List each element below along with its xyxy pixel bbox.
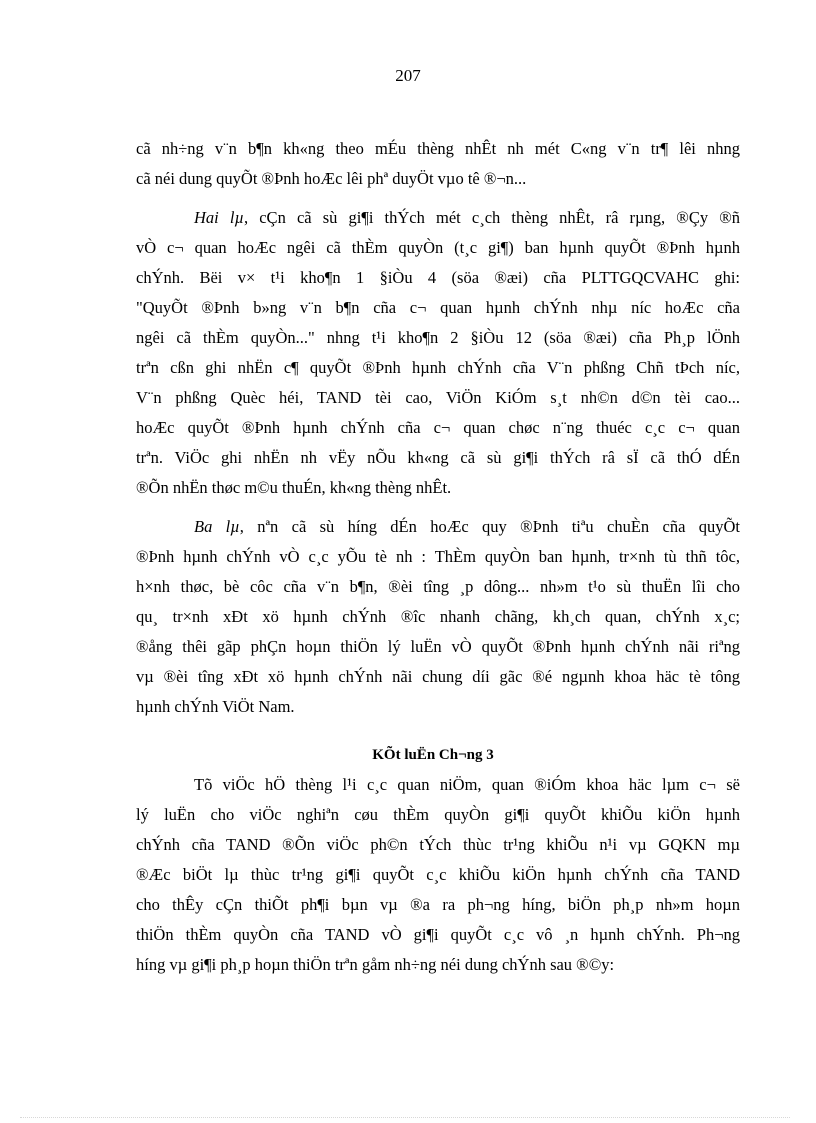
text-line: qu¸ tr×nh xÐt xö hµnh chÝnh ®îc nhanh chãng, kh¸ch quan, chÝnh x¸c; [136,607,740,626]
text-line: chÝnh cña TAND ®Õn viÖc ph©n tÝch thùc tr¹ng khiÕu n¹i vµ GQKN mµ [136,835,740,854]
text-line: lý luËn cho viÖc nghiªn cøu thÈm quyÒn gi¶i quyÕt khiÕu kiÖn hµnh [136,805,740,824]
text-line: hµnh chÝnh ViÖt Nam. [136,697,295,716]
text-line: chÝnh. Bëi v× t¹i kho¶n 1 §iÒu 4 (söa ®æi) cña PLTTGQCVAHC ghi: [136,268,740,287]
page-bottom-divider [20,1117,790,1118]
text-line: "QuyÕt ®Þnh b»ng v¨n b¶n cña c¬ quan hµnh chÝnh nhµ níc hoÆc cña [136,298,740,317]
page-number: 207 [395,66,421,85]
paragraph-continuation [136,134,740,194]
text-line: V¨n phßng Quèc héi, TAND tèi cao, ViÖn KiÓm s¸t nh©n d©n tèi cao... [136,388,740,407]
text-line: thiÖn thÈm quyÒn cña TAND vÒ gi¶i quyÕt c¸c vô ¸n hµnh chÝnh. Ph¬ng [136,925,740,944]
text-line: vÒ c¬ quan hoÆc ngêi cã thÈm quyÒn (t¸c gi¶) ban hµnh quyÕt ®Þnh hµnh [136,238,740,257]
paragraph-hai-la [136,203,740,503]
body-text [136,134,740,980]
text-line: vµ ®èi tîng xÐt xö hµnh chÝnh nãi chung díi gãc ®é ngµnh khoa häc tè tông [136,667,740,686]
section-heading: KÕt luËn Ch¬ng 3 [372,747,494,763]
text-line: h×nh thøc, bè côc cña v¨n b¶n, ®èi tîng ¸p dông... nh»m t¹o sù thuËn lîi cho [136,577,740,596]
text-line: ®Æc biÖt lµ thùc tr¹ng gi¶i quyÕt c¸c khiÕu kiÖn hµnh chÝnh cña TAND [136,865,740,884]
text-line [136,203,740,233]
text-run: , cÇn cã sù gi¶i thÝch mét c¸ch thèng nhÊt, râ rµng, ®Çy ®ñ [243,208,740,227]
text-line: ®Õn nhËn thøc m©u thuÉn, kh«ng thèng nhÊt. [136,478,452,497]
text-line [136,512,740,542]
paragraph-lead: Hai lµ [194,208,244,227]
text-line: cho thÊy cÇn thiÕt ph¶i bµn vµ ®a ra ph¬ng híng, biÖn ph¸p nh»m hoµn [136,895,740,914]
text-line: cã nh÷ng v¨n b¶n kh«ng theo mÉu thèng nhÊt nh mét C«ng v¨n tr¶ lêi nhng [136,139,740,158]
text-line: híng vµ gi¶i ph¸p hoµn thiÖn trªn gåm nh÷ng néi dung chÝnh sau ®©y: [136,955,615,974]
text-line: ®Þnh hµnh chÝnh vÒ c¸c yÕu tè nh : ThÈm quyÒn ban hµnh, tr×nh tù thñ tôc, [136,547,740,566]
text-line: trªn. ViÖc ghi nhËn nh vËy nÕu kh«ng cã sù gi¶i thÝch râ sÏ cã thÓ dÉn [136,448,740,467]
text-line: ngêi cã thÈm quyÒn..." nhng t¹i kho¶n 2 §iÒu 12 (söa ®æi) cña Ph¸p lÖnh [136,328,740,347]
paragraph-conclusion [136,770,740,980]
text-line: Tõ viÖc hÖ thèng l¹i c¸c quan niÖm, quan ®iÓm khoa häc lµm c¬ së [194,775,740,794]
text-line: ®ång thêi gãp phÇn hoµn thiÖn lý luËn vÒ quyÕt ®Þnh hµnh chÝnh nãi riªng [136,637,740,656]
paragraph-ba-la [136,512,740,722]
text-line: cã néi dung quyÕt ®Þnh hoÆc lêi phª duyÖt vµo tê ®¬n... [136,169,527,188]
text-line: hoÆc quyÕt ®Þnh hµnh chÝnh cña c¬ quan chøc n¨ng thuéc c¸c c¬ quan [136,418,740,437]
paragraph-lead: Ba lµ [194,517,240,536]
text-run: , nªn cã sù híng dÉn hoÆc quy ®Þnh tiªu chuÈn cña quyÕt [239,517,740,536]
text-line: trªn cßn ghi nhËn c¶ quyÕt ®Þnh hµnh chÝnh cña V¨n phßng Chñ tÞch níc, [136,358,740,377]
